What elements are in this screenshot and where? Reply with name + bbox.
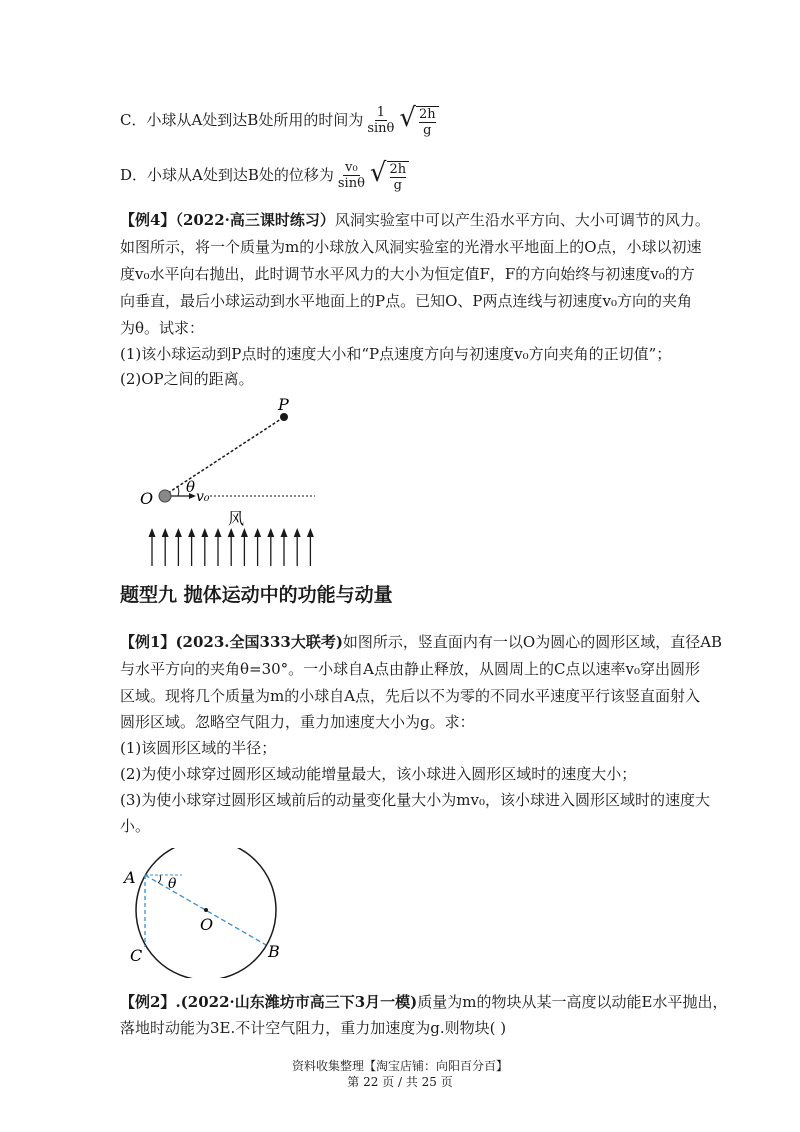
option-c-frac-num: 1 <box>376 104 385 120</box>
option-c-frac-den: sinθ <box>367 120 395 136</box>
ex2-text: 质量为m的物块从某一高度以动能E水平抛出， <box>417 993 728 1011</box>
ex4-line-5: 为θ。试求： <box>120 319 205 337</box>
wind-arrow-head <box>267 528 274 537</box>
wind-arrow-head <box>228 528 235 537</box>
ex1-line-4: 圆形区域。忽略空气阻力，重力加速度大小为g。求： <box>120 713 475 731</box>
circular-region <box>136 848 276 978</box>
ex1-line-3: 区域。现将几个质量为m的小球自A点，先后以不为零的不同水平速度平行该竖直面射入 <box>120 687 701 705</box>
wind-arrow-head <box>294 528 301 537</box>
ex2-line-2: 落地时动能为3E.不计空气阻力，重力加速度为g.则物块( ) <box>120 1019 507 1037</box>
ex1-line-7: (3)为使小球穿过圆形区域前后的动量变化量大小为mv₀，该小球进入圆形区域时的速度大 <box>120 791 710 809</box>
option-c-sqrt-num: 2h <box>418 106 436 122</box>
option-d-fraction <box>336 160 367 191</box>
option-d-text: D．小球从A处到达B处的位移为 <box>120 166 334 184</box>
ex4-source: （2022·高三课时练习） <box>175 211 335 229</box>
wind-arrow-head <box>188 528 195 537</box>
wind-arrow-head <box>307 528 314 537</box>
wind-tunnel-figure <box>130 390 330 570</box>
footer-source: 资料收集整理【淘宝店铺：向阳百分百】 <box>291 1059 508 1073</box>
radical-sign: √ <box>399 102 416 133</box>
wind-arrow-head <box>201 528 208 537</box>
ex1-line-1 <box>120 632 722 652</box>
point-p <box>280 413 288 421</box>
option-c-fraction <box>365 105 396 136</box>
option-d-sqrt-num: 2h <box>389 161 407 177</box>
option-c-sqrt-den: g <box>423 122 432 138</box>
option-c-sqrt <box>399 103 438 138</box>
circle-region-figure <box>120 848 310 978</box>
footer-page-number: 第 22 页 / 共 25 页 <box>347 1075 453 1089</box>
wind-arrow-head <box>215 528 222 537</box>
ex1-line-6: (2)为使小球穿过圆形区域动能增量最大，该小球进入圆形区域时的速度大小； <box>120 765 637 783</box>
center-o <box>204 908 208 912</box>
wind-arrow-head <box>175 528 182 537</box>
wind-arrow-head <box>162 528 169 537</box>
ex4-line-3: 度v₀水平向右抛出，此时调节水平风力的大小为恒定值F，F的方向始终与初速度v₀的方 <box>120 265 695 283</box>
label-v0: v₀ <box>196 489 210 505</box>
option-d-sqrt <box>370 158 409 193</box>
label-theta: θ <box>168 876 177 892</box>
ex4-line-7: (2)OP之间的距离。 <box>120 370 254 388</box>
option-c-text: C．小球从A处到达B处所用的时间为 <box>120 111 364 129</box>
wind-arrow-head <box>281 528 288 537</box>
theta-arc <box>158 875 161 883</box>
option-d-sqrt-den: g <box>393 177 402 193</box>
label-o: O <box>140 489 154 508</box>
ex1-line-8: 小。 <box>120 817 151 835</box>
label-a: A <box>124 868 136 887</box>
section-heading: 题型九 抛体运动中的功能与动量 <box>120 584 393 606</box>
ball <box>159 490 171 502</box>
ex1-tag: 【例1】 <box>120 633 176 651</box>
ex1-line-5: (1)该圆形区域的半径； <box>120 739 277 757</box>
label-c: C <box>130 946 143 965</box>
ex1-text: 如图所示，竖直面内有一以O为圆心的圆形区域，直径AB <box>342 633 723 651</box>
label-p: P <box>278 395 289 414</box>
ex2-line-1 <box>120 992 727 1012</box>
ex4-line-4: 向垂直，最后小球运动到水平地面上的P点。已知O、P两点连线与初速度v₀方向的夹角 <box>120 292 692 310</box>
ex4-line-6: (1)该小球运动到P点时的速度大小和“P点速度方向与初速度v₀方向夹角的正切值”； <box>120 345 672 363</box>
ex2-tag: 【例2】 <box>120 993 176 1011</box>
ex1-line-2: 与水平方向的夹角θ=30°。一小球自A点由静止释放，从圆周上的C点以速率v₀穿出圆形 <box>120 660 700 678</box>
ex4-text: 风洞实验室中可以产生沿水平方向、大小可调节的风力。 <box>334 211 710 229</box>
option-d <box>120 155 409 195</box>
wind-arrows <box>149 528 314 566</box>
option-d-frac-den: sinθ <box>337 175 365 191</box>
ex4-line-1 <box>120 210 710 230</box>
label-theta: θ <box>186 478 196 496</box>
ex2-source: .(2022·山东潍坊市高三下3月一模) <box>175 993 418 1011</box>
wind-arrow-head <box>254 528 261 537</box>
option-d-frac-num: v₀ <box>345 159 358 175</box>
ex4-tag: 【例4】 <box>120 211 176 229</box>
label-wind: 风 <box>228 509 245 528</box>
wind-arrow-head <box>241 528 248 537</box>
ex1-source: (2023.全国333大联考) <box>175 633 343 651</box>
wind-arrow-head <box>149 528 156 537</box>
option-c <box>120 100 439 140</box>
ex4-line-2: 如图所示，将一个质量为m的小球放入风洞实验室的光滑水平地面上的O点，小球以初速 <box>120 238 702 256</box>
radical-sign: √ <box>369 157 387 188</box>
label-o: O <box>200 915 214 934</box>
label-b: B <box>268 942 280 961</box>
